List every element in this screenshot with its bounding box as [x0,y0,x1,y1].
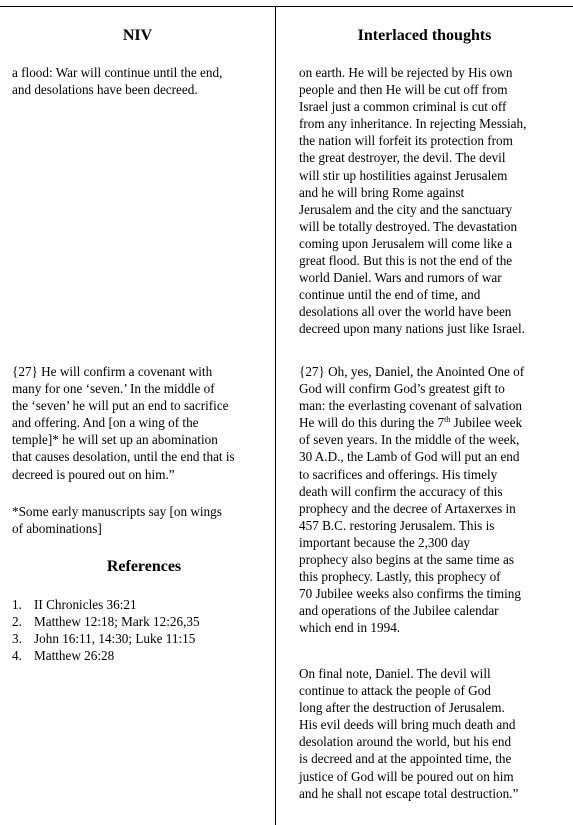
text-line: to sacrifices and offerings. His timely [299,466,498,482]
references-heading: References [106,558,182,575]
text-line: of seven years. In the middle of the week, [299,432,520,448]
niv-passage-block-2 [12,363,274,483]
reference-item [12,647,272,664]
text-line: a flood: War will continue until the end, [12,65,223,80]
text-line: is decreed and at the appointed time, the [299,751,512,767]
text-line: the ‘seven’ he will put an end to sacrifice [12,398,229,414]
text-line: decreed is poured out on him.” [12,466,175,482]
text-line: justice of God will be poured out on him [299,768,514,784]
text-line: On final note, Daniel. The devil will [299,666,491,681]
interlaced-block-1 [299,64,571,338]
text-line: prophecy also begins at the same time as [299,552,514,568]
text-line: and he will bring Rome against [299,184,465,200]
reference-item [12,630,272,647]
text-line: the great destroyer, the devil. The devil [299,150,506,166]
text-line: prophecy and the decree of Artaxerxes in [299,500,516,516]
text-line: and he shall not escape total destruction.” [299,785,519,801]
reference-text: II Chronicles 36:21 [34,597,137,612]
text-line: which end in 1994. [299,620,401,636]
text-line: coming upon Jerusalem will come like a [299,235,513,251]
reference-text: Matthew 26:28 [34,648,115,664]
text-line: continue to attack the people of God [299,683,491,699]
reference-number: 3. [12,631,22,647]
reference-text: John 16:11, 14:30; Luke 11:15 [34,631,196,647]
text-line: long after the destruction of Jerusalem. [299,700,505,716]
text-line: God will confirm God’s greatest gift to [299,381,505,397]
text-line: will stir up hostilities against Jerusalem [299,167,508,183]
references-list [12,596,272,664]
text-line: and operations of the Jubilee calendar [299,603,499,619]
niv-passage-block-1 [12,64,274,98]
reference-number: 4. [12,648,22,664]
interlaced-block-2 [299,363,571,637]
niv-column-heading: NIV [122,27,153,44]
reference-number: 1. [12,597,22,612]
text-line: man: the everlasting covenant of salvation [299,398,523,414]
text-line: and desolations have been decreed. [12,82,198,98]
text-line: death will confirm the accuracy of this [299,483,503,499]
text-line: that causes desolation, until the end that is [12,449,235,465]
text-line: this prophecy. Lastly, this prophecy of [299,569,501,585]
text-line: temple]* he will set up an abomination [12,432,218,448]
text-line: decreed upon many nations just like Israel. [299,321,525,337]
interlaced-block-3 [299,665,571,802]
text-line: Jerusalem and the city and the sanctuary [299,201,513,217]
text-line: desolation around the world, but his end [299,734,512,750]
text-line: on earth. He will be rejected by His own [299,65,513,80]
reference-text: Matthew 12:18; Mark 12:26,35 [34,614,200,630]
text-line: {27} He will confirm a covenant with [12,364,213,379]
text-line: the nation will forfeit its protection from [299,133,513,149]
text-line: and offering. And [on a wing of the [12,415,199,431]
text-line: Israel just a common criminal is cut off [299,99,507,115]
text-line [299,414,571,431]
interlaced-thoughts-heading: Interlaced thoughts [357,27,492,44]
text-line: people and then He will be cut off from [299,82,508,98]
text-line: 457 B.C. restoring Jerusalem. This is [299,517,495,533]
text-line: from any inheritance. In rejecting Messiah, [299,116,527,132]
text-segment: Jubilee week [450,415,523,431]
ordinal-superscript: th [444,415,451,425]
manuscript-footnote [12,503,274,537]
reference-item [12,613,272,630]
reference-item [12,596,272,613]
text-line: important because the 2,300 day [299,534,471,550]
top-rule [0,6,573,7]
text-line: desolations all over the world have been [299,304,512,320]
text-segment: He will do this during the 7 [299,415,445,431]
text-line: His evil deeds will bring much death and [299,717,516,733]
text-line: great flood. But this is not the end of the [299,253,513,269]
text-line: will be totally destroyed. The devastation [299,218,518,234]
text-line: world Daniel. Wars and rumors of war [299,270,502,286]
text-line: continue until the end of time, and [299,287,481,303]
column-divider [275,6,276,825]
text-line: *Some early manuscripts say [on wings [12,504,222,519]
text-line: {27} Oh, yes, Daniel, the Anointed One of [299,364,525,379]
reference-number: 2. [12,614,22,630]
text-line: 30 A.D., the Lamb of God will put an end [299,449,520,465]
text-line: of abominations] [12,521,102,537]
text-line: many for one ‘seven.’ In the middle of [12,381,215,397]
text-line: 70 Jubilee weeks also confirms the timing [299,586,521,602]
